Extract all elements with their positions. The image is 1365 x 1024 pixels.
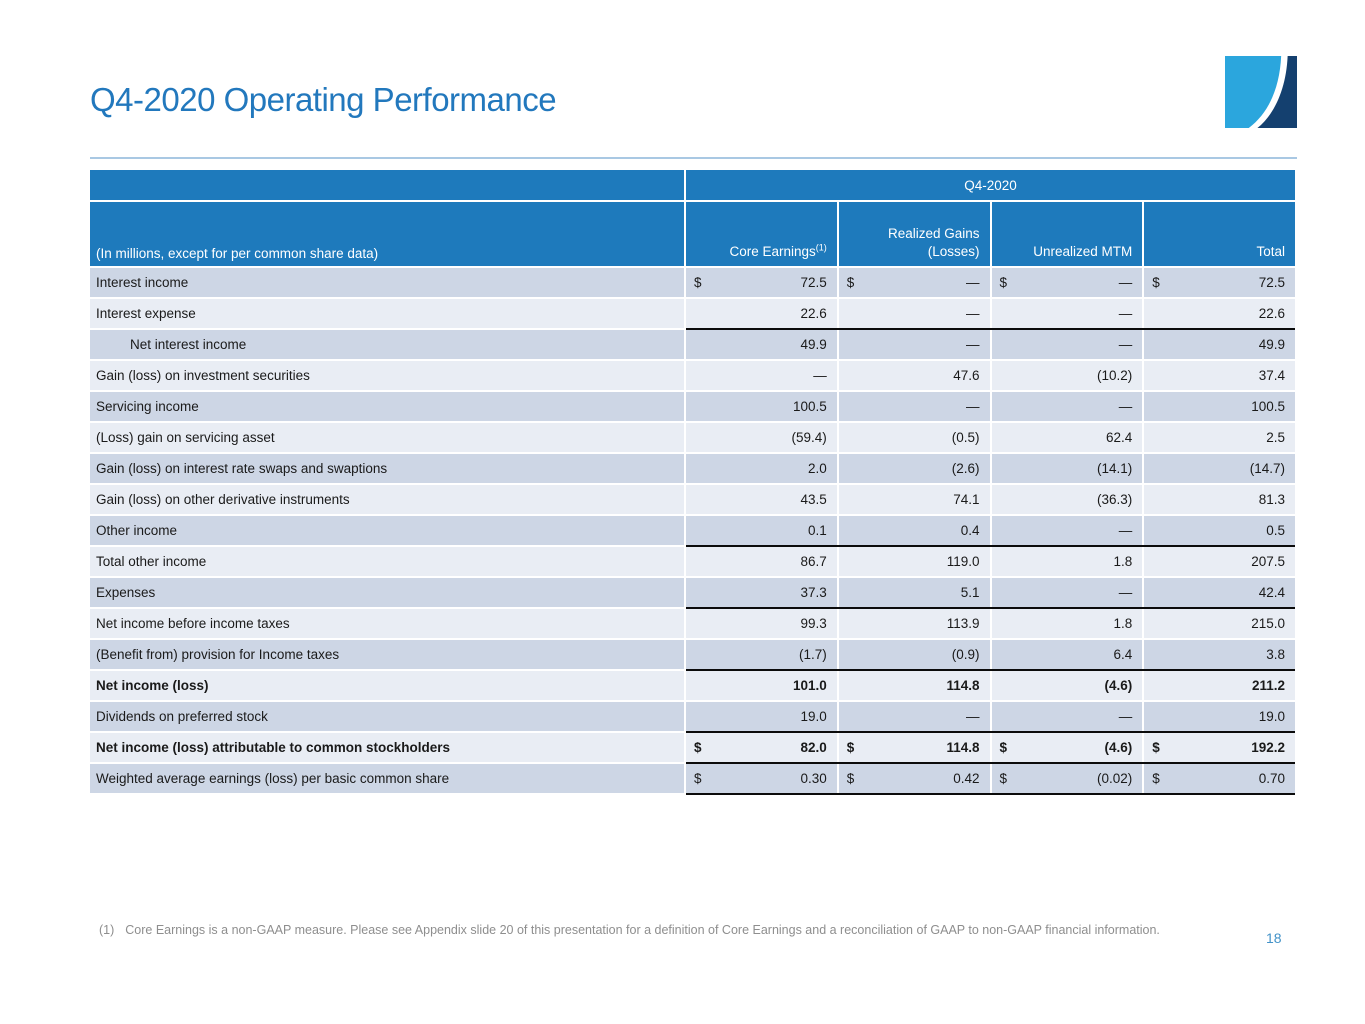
table-row — [90, 764, 1295, 795]
row-label: (Benefit from) provision for Income taxes — [90, 640, 684, 669]
row-values — [686, 485, 1295, 514]
row-values — [686, 454, 1295, 483]
value: — — [966, 337, 980, 352]
table-row — [90, 361, 1295, 390]
table-row — [90, 330, 1295, 359]
value: — — [1118, 399, 1133, 414]
value: 5.1 — [960, 585, 980, 600]
table-row — [90, 454, 1295, 483]
value: 0.5 — [1266, 523, 1285, 538]
footnote-reference: (1) — [815, 242, 827, 253]
footnote-text: Core Earnings is a non-GAAP measure. Please see Appendix slide 20 of this presentation for a definition of Core Earnings and a reconciliation of GAAP to non-GAAP financial information. — [125, 923, 1160, 937]
value: — — [966, 709, 980, 724]
table-row — [90, 609, 1295, 638]
row-values — [686, 547, 1295, 576]
value: — — [1118, 585, 1133, 600]
value-cell — [992, 764, 1143, 793]
dollar-sign: $ — [999, 275, 1008, 290]
column-header-realized-gains: Realized Gains (Losses) — [839, 202, 990, 266]
value-cell — [992, 454, 1143, 483]
header-spacer — [90, 170, 684, 200]
row-label: Expenses — [90, 578, 684, 607]
value-cell — [686, 733, 837, 762]
table-row — [90, 578, 1295, 609]
page-title: Q4-2020 Operating Performance — [90, 81, 557, 118]
row-label: Gain (loss) on investment securities — [90, 361, 684, 390]
row-values — [686, 764, 1295, 795]
value-cell — [839, 454, 990, 483]
operating-performance-table — [90, 170, 1295, 795]
value-cell — [839, 671, 990, 700]
value: 215.0 — [1251, 616, 1285, 631]
column-header-label: Core Earnings — [729, 243, 816, 259]
column-header-core-earnings — [686, 202, 837, 266]
value: 49.9 — [1258, 337, 1285, 352]
dollar-sign: $ — [999, 740, 1008, 755]
value-cell — [686, 764, 837, 793]
value-cell — [992, 547, 1143, 576]
dollar-sign: $ — [694, 771, 702, 786]
value: 0.30 — [800, 771, 827, 786]
value-cell — [686, 299, 837, 328]
value: — — [813, 368, 827, 383]
value-cell — [1144, 671, 1295, 700]
value: 49.9 — [800, 337, 827, 352]
table-row — [90, 423, 1295, 452]
value-cell — [1144, 702, 1295, 731]
row-label: Net interest income — [90, 330, 684, 359]
value: (4.6) — [1104, 740, 1133, 755]
value-cell — [1144, 516, 1295, 545]
value: 42.4 — [1258, 585, 1285, 600]
value-cell — [992, 361, 1143, 390]
value: 86.7 — [800, 554, 827, 569]
row-label: Weighted average earnings (loss) per basic common share — [90, 764, 684, 793]
value-cell — [992, 516, 1143, 545]
value: 72.5 — [1258, 275, 1285, 290]
value: (1.7) — [798, 647, 827, 662]
value: 3.8 — [1266, 647, 1285, 662]
value: — — [1118, 306, 1133, 321]
row-label: Net income before income taxes — [90, 609, 684, 638]
table-row — [90, 640, 1295, 671]
value-cell — [1144, 764, 1295, 793]
value-cell — [686, 702, 837, 731]
value: 37.3 — [800, 585, 827, 600]
value: 43.5 — [800, 492, 827, 507]
value: 119.0 — [946, 554, 980, 569]
value-cell — [839, 764, 990, 793]
value: 81.3 — [1258, 492, 1285, 507]
value-cell — [839, 609, 990, 638]
value: (10.2) — [1096, 368, 1133, 383]
footnote-marker: (1) — [99, 923, 115, 937]
table-row — [90, 485, 1295, 514]
value-cell — [686, 485, 837, 514]
value-cell — [992, 392, 1143, 421]
row-values — [686, 609, 1295, 638]
value: 0.4 — [960, 523, 980, 538]
value-cell — [839, 640, 990, 669]
table-row — [90, 268, 1295, 297]
dollar-sign: $ — [1152, 275, 1160, 290]
row-values — [686, 516, 1295, 547]
dollar-sign: $ — [1152, 740, 1160, 755]
value: (36.3) — [1096, 492, 1133, 507]
value-cell — [1144, 485, 1295, 514]
value-cell — [1144, 578, 1295, 607]
row-values — [686, 640, 1295, 671]
value-cell — [1144, 392, 1295, 421]
table-row — [90, 392, 1295, 421]
value: 74.1 — [953, 492, 980, 507]
table-body — [90, 268, 1295, 795]
value: (14.7) — [1249, 461, 1285, 476]
dollar-sign: $ — [694, 740, 702, 755]
value: 207.5 — [1251, 554, 1285, 569]
value: 100.5 — [1251, 399, 1285, 414]
row-values — [686, 361, 1295, 390]
row-label: Net income (loss) attributable to common stockholders — [90, 733, 684, 762]
value-cell — [839, 268, 990, 297]
value-cell — [839, 423, 990, 452]
value: 114.8 — [946, 678, 980, 693]
value-cell — [1144, 299, 1295, 328]
value: 0.70 — [1258, 771, 1285, 786]
value: 0.42 — [953, 771, 980, 786]
group-header: Q4-2020 — [686, 170, 1295, 200]
value: — — [966, 399, 980, 414]
value-cell — [1144, 330, 1295, 359]
value-cell — [992, 423, 1143, 452]
value-cell — [839, 361, 990, 390]
value: (0.02) — [1096, 771, 1133, 786]
table-row — [90, 547, 1295, 576]
value-cell — [839, 516, 990, 545]
value: 2.0 — [807, 461, 827, 476]
value-cell — [992, 485, 1143, 514]
value: — — [1118, 337, 1133, 352]
table-row — [90, 516, 1295, 547]
value-cell — [686, 547, 837, 576]
value: 1.8 — [1113, 616, 1133, 631]
value-cell — [992, 299, 1143, 328]
row-values — [686, 423, 1295, 452]
value: 2.5 — [1266, 430, 1285, 445]
row-values — [686, 268, 1295, 297]
dollar-sign: $ — [846, 275, 855, 290]
value-cell — [839, 299, 990, 328]
row-label: Dividends on preferred stock — [90, 702, 684, 731]
value-cell — [686, 392, 837, 421]
row-values — [686, 578, 1295, 609]
row-values — [686, 671, 1295, 700]
value: 19.0 — [1258, 709, 1285, 724]
value-cell — [686, 609, 837, 638]
table-header-group-row — [90, 170, 1295, 200]
row-values — [686, 392, 1295, 421]
value: 19.0 — [800, 709, 827, 724]
column-header-total: Total — [1144, 202, 1295, 266]
row-label: Servicing income — [90, 392, 684, 421]
table-row — [90, 702, 1295, 733]
value-cell — [1144, 361, 1295, 390]
value: 100.5 — [792, 399, 827, 414]
value-cell — [992, 578, 1143, 607]
value: 114.8 — [946, 740, 980, 755]
row-values — [686, 299, 1295, 330]
value: (14.1) — [1096, 461, 1133, 476]
value: — — [1118, 523, 1133, 538]
value-cell — [1144, 733, 1295, 762]
dollar-sign: $ — [846, 771, 855, 786]
row-label: Net income (loss) — [90, 671, 684, 700]
dollar-sign: $ — [1152, 771, 1160, 786]
row-label: Interest expense — [90, 299, 684, 328]
value: — — [1118, 709, 1133, 724]
value: 72.5 — [800, 275, 827, 290]
value-cell — [839, 733, 990, 762]
table-row — [90, 733, 1295, 764]
company-logo swoosh-logo-icon — [1225, 56, 1297, 128]
value-cell — [839, 485, 990, 514]
value-cell — [992, 671, 1143, 700]
value: 0.1 — [807, 523, 827, 538]
value: 82.0 — [800, 740, 827, 755]
dollar-sign: $ — [694, 275, 702, 290]
value: (4.6) — [1104, 678, 1133, 693]
value-cell — [839, 330, 990, 359]
value: 62.4 — [1105, 430, 1133, 445]
value-cell — [992, 330, 1143, 359]
value: 47.6 — [953, 368, 980, 383]
value-cell — [992, 702, 1143, 731]
value-cell — [1144, 454, 1295, 483]
value-cell — [992, 268, 1143, 297]
row-values — [686, 330, 1295, 359]
row-values — [686, 702, 1295, 733]
value: 22.6 — [1258, 306, 1285, 321]
value-cell — [1144, 547, 1295, 576]
table-header-columns-row — [90, 202, 1295, 266]
value: 211.2 — [1251, 678, 1285, 693]
value-cell — [992, 609, 1143, 638]
value: 192.2 — [1251, 740, 1285, 755]
value-cell — [686, 671, 837, 700]
value: 113.9 — [946, 616, 980, 631]
value: (2.6) — [951, 461, 980, 476]
table-row — [90, 299, 1295, 330]
value-cell — [686, 361, 837, 390]
page-number: 18 — [1266, 930, 1282, 946]
table-row — [90, 671, 1295, 700]
value-cell — [686, 578, 837, 607]
value: 1.8 — [1113, 554, 1133, 569]
value-cell — [686, 454, 837, 483]
value: 37.4 — [1258, 368, 1285, 383]
value: 101.0 — [792, 678, 827, 693]
value-cell — [1144, 609, 1295, 638]
value-cell — [1144, 268, 1295, 297]
value-cell — [839, 702, 990, 731]
value: (0.5) — [951, 430, 980, 445]
footnote — [99, 921, 1224, 940]
value: — — [1118, 275, 1133, 290]
value-cell — [839, 547, 990, 576]
column-header-unrealized-mtm: Unrealized MTM — [992, 202, 1143, 266]
dollar-sign: $ — [846, 740, 855, 755]
row-label: Interest income — [90, 268, 684, 297]
value-cell — [686, 516, 837, 545]
row-label: Gain (loss) on interest rate swaps and swaptions — [90, 454, 684, 483]
value-cell — [686, 423, 837, 452]
value-cell — [1144, 423, 1295, 452]
value: 6.4 — [1113, 647, 1133, 662]
value: (0.9) — [951, 647, 980, 662]
dollar-sign: $ — [999, 771, 1008, 786]
value-cell — [992, 733, 1143, 762]
row-label: Gain (loss) on other derivative instruments — [90, 485, 684, 514]
value-cell — [839, 578, 990, 607]
value: 22.6 — [800, 306, 827, 321]
value-cell — [686, 268, 837, 297]
row-label-header: (In millions, except for per common share data) — [90, 202, 684, 266]
value: — — [966, 275, 980, 290]
value: (59.4) — [791, 430, 827, 445]
value-cell — [686, 330, 837, 359]
title-separator — [90, 157, 1297, 159]
row-label: Other income — [90, 516, 684, 545]
row-label: (Loss) gain on servicing asset — [90, 423, 684, 452]
value-cell — [992, 640, 1143, 669]
value-cell — [686, 640, 837, 669]
value-cell — [839, 392, 990, 421]
value: 99.3 — [800, 616, 827, 631]
value-cell — [1144, 640, 1295, 669]
row-values — [686, 733, 1295, 764]
value: — — [966, 306, 980, 321]
row-label: Total other income — [90, 547, 684, 576]
